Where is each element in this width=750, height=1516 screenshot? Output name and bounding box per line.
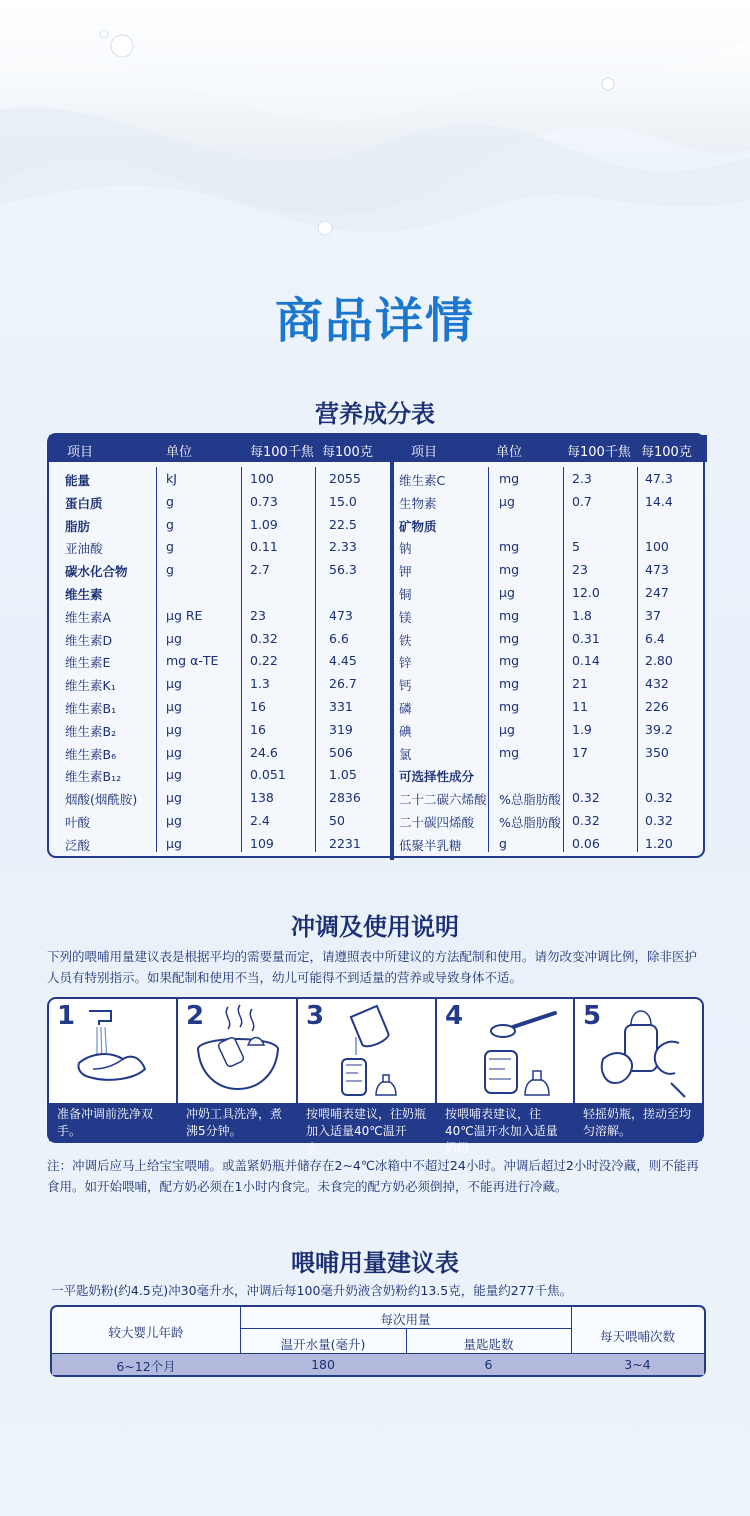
header-unit: 单位 — [166, 445, 193, 460]
nutrient-unit: μg — [166, 767, 182, 783]
value-per-100kj: 12.0 — [572, 585, 600, 600]
nutrient-unit: μg — [166, 630, 182, 646]
step-caption: 轻摇奶瓶，搓动至均匀溶解。 — [575, 1103, 702, 1141]
value-per-100g: 2055 — [329, 471, 361, 486]
step-caption: 准备冲调前洗净双手。 — [49, 1103, 176, 1141]
nutrient-unit: μg — [166, 721, 182, 737]
value-per-100kj: 0.7 — [572, 493, 592, 509]
instructions-note: 注：冲调后应马上给宝宝喂哺。或盖紧奶瓶并储存在2~4℃冰箱中不超过24小时。冲调后超过2小时没冷藏，则不能再食用。如开始喂哺，配方奶必须在1小时内食完。未食完的配方奶必须倒掉，不能再进行冷藏。 — [47, 1158, 699, 1194]
nutrient-name: 烟酸(烟酰胺) — [65, 792, 138, 808]
row-age: 6~12个月 — [116, 1359, 176, 1374]
value-per-100kj: 0.73 — [250, 493, 278, 509]
nutrient-name: 钾 — [399, 564, 412, 580]
value-per-100g: 2.33 — [329, 539, 357, 555]
step-caption: 按喂哺表建议，往奶瓶加入适量40℃温开水。 — [298, 1103, 435, 1141]
nutrient-unit: mg — [499, 676, 520, 692]
value-per-100kj: 0.31 — [572, 630, 600, 646]
feed-row-divider — [52, 1353, 704, 1354]
value-per-100kj: 100 — [250, 471, 274, 486]
column-divider — [241, 467, 242, 852]
milk-splash-banner — [0, 0, 750, 260]
value-per-100g: 226 — [645, 699, 669, 714]
header-per-100kj: 每100千焦 — [250, 445, 314, 460]
nutrient-name: 维生素E — [65, 655, 111, 671]
value-per-100kj: 1.9 — [572, 721, 592, 737]
nutrient-name: 磷 — [399, 701, 412, 716]
value-per-100g: 4.45 — [329, 653, 357, 669]
step-caption: 按喂哺表建议，往40℃温开水加入适量奶粉。 — [437, 1103, 573, 1141]
value-per-100g: 506 — [329, 744, 353, 760]
nutrient-name: 维生素C — [399, 473, 446, 488]
value-per-100kj: 23 — [250, 607, 266, 623]
nutrient-name: 亚油酸 — [65, 541, 103, 557]
nutrient-unit: μg — [499, 585, 515, 600]
value-per-100g: 350 — [645, 744, 669, 760]
nutrient-name: 叶酸 — [65, 815, 91, 830]
step-number: 2 — [186, 1001, 205, 1031]
value-per-100g: 0.32 — [645, 790, 673, 806]
value-per-100g: 473 — [329, 607, 353, 623]
feeding-table — [50, 1305, 706, 1377]
instructions-intro: 下列的喂哺用量建议表是根据平均的需要量而定，请遵照表中所建议的方法配制和使用。请勿改变冲调比例，除非医护人员有特别指示。如果配制和使用不当，幼儿可能得不到适量的营养或导致身体不适。 — [47, 949, 698, 985]
value-per-100kj: 0.22 — [250, 653, 278, 669]
nutrient-unit: mg — [499, 607, 520, 623]
step-5 — [575, 999, 702, 1141]
nutrient-name: 维生素A — [65, 609, 112, 625]
value-per-100kj: 138 — [250, 790, 274, 806]
col-scoops: 量匙匙数 — [463, 1337, 514, 1352]
nutrient-name: 维生素K₁ — [65, 678, 116, 694]
nutrient-name: 二十碳四烯酸 — [399, 815, 475, 830]
nutrient-name: 镁 — [399, 609, 412, 625]
nutrition-title: 营养成分表 — [315, 400, 435, 428]
value-per-100g: 6.4 — [645, 630, 665, 646]
nutrient-name: 维生素B₆ — [65, 746, 117, 762]
nutrient-unit: mg — [499, 562, 520, 578]
nutrient-name: 可选择性成分 — [399, 769, 475, 785]
nutrient-name: 氯 — [399, 746, 412, 762]
feeding-intro: 一平匙奶粉(约4.5克)冲30毫升水，冲调后每100毫升奶液含奶粉约13.5克，能量约277千焦。 — [51, 1283, 573, 1298]
value-per-100g: 1.20 — [645, 835, 673, 851]
value-per-100g: 22.5 — [329, 516, 357, 532]
value-per-100kj: 0.051 — [250, 767, 286, 783]
nutrient-name: 蛋白质 — [65, 495, 103, 511]
nutrient-name: 维生素B₂ — [65, 723, 117, 739]
value-per-100g: 100 — [645, 539, 669, 555]
nutrient-name: 维生素B₁ — [65, 701, 117, 716]
nutrient-name: 碘 — [399, 723, 412, 739]
nutrient-name: 锌 — [399, 655, 412, 671]
nutrient-name: 矿物质 — [399, 518, 437, 534]
nutrient-unit: g — [166, 562, 174, 578]
value-per-100g: 2836 — [329, 790, 361, 806]
nutrient-unit: mg — [499, 471, 520, 486]
step-number: 5 — [583, 1001, 602, 1031]
header-item: 项目 — [67, 445, 94, 460]
value-per-100kj: 0.11 — [250, 539, 278, 555]
col-age: 较大婴儿年龄 — [108, 1325, 184, 1340]
step-4 — [437, 999, 573, 1155]
nutrient-unit: mg — [499, 539, 520, 555]
nutrient-unit: %总脂肪酸 — [499, 815, 561, 830]
value-per-100kj: 2.7 — [250, 562, 270, 578]
value-per-100kj: 1.3 — [250, 676, 270, 692]
value-per-100kj: 1.8 — [572, 607, 592, 623]
value-per-100kj: 17 — [572, 744, 588, 760]
value-per-100g: 319 — [329, 721, 353, 737]
value-per-100kj: 23 — [572, 562, 588, 578]
value-per-100g: 331 — [329, 699, 353, 714]
step-number: 4 — [445, 1001, 464, 1031]
value-per-100kj: 2.3 — [572, 471, 592, 486]
col-per-feed: 每次用量 — [380, 1312, 431, 1327]
nutrient-unit: μg — [166, 744, 182, 760]
nutrient-unit: μg RE — [166, 607, 203, 623]
column-divider — [488, 467, 489, 852]
column-divider — [563, 467, 564, 852]
preparation-steps — [47, 997, 704, 1155]
value-per-100kj: 0.32 — [250, 630, 278, 646]
header-item-right: 项目 — [411, 445, 438, 460]
nutrient-name: 铜 — [399, 587, 412, 602]
value-per-100g: 14.4 — [645, 493, 673, 509]
nutrient-name: 能量 — [65, 473, 91, 488]
nutrient-unit: kJ — [166, 471, 177, 486]
value-per-100g: 26.7 — [329, 676, 357, 692]
step-2 — [178, 999, 296, 1141]
nutrient-name: 泛酸 — [65, 837, 91, 853]
nutrient-unit: μg — [166, 676, 182, 692]
step-number: 1 — [57, 1001, 76, 1031]
nutrient-unit: mg — [499, 630, 520, 646]
nutrient-name: 钠 — [399, 541, 412, 557]
value-per-100g: 2231 — [329, 835, 361, 851]
nutrient-name: 二十二碳六烯酸 — [399, 792, 487, 808]
nutrient-name: 维生素 — [65, 587, 103, 602]
value-per-100kj: 21 — [572, 676, 588, 692]
instructions-title: 冲调及使用说明 — [291, 913, 459, 941]
value-per-100kj: 24.6 — [250, 744, 278, 760]
value-per-100kj: 11 — [572, 699, 588, 714]
nutrient-unit: μg — [499, 721, 515, 737]
value-per-100g: 37 — [645, 607, 661, 623]
nutrient-unit: μg — [166, 813, 182, 828]
value-per-100g: 56.3 — [329, 562, 357, 578]
row-scoops: 6 — [484, 1357, 493, 1372]
step-3 — [298, 999, 435, 1155]
value-per-100kj: 16 — [250, 699, 266, 714]
nutrient-unit: g — [499, 835, 507, 851]
value-per-100kj: 2.4 — [250, 813, 270, 828]
header-unit-right: 单位 — [496, 445, 523, 460]
value-per-100g: 0.32 — [645, 813, 673, 828]
value-per-100g: 50 — [329, 813, 345, 828]
nutrient-unit: mg — [499, 699, 520, 714]
col-water: 温开水量(毫升) — [280, 1337, 366, 1352]
column-divider — [156, 467, 157, 852]
header-per-100kj-right: 每100千焦 — [567, 445, 631, 460]
column-divider — [315, 467, 316, 852]
nutrient-name: 碳水化合物 — [65, 564, 128, 580]
value-per-100kj: 1.09 — [250, 516, 278, 532]
col-times: 每天喂哺次数 — [599, 1329, 675, 1344]
nutrient-name: 脂肪 — [65, 518, 91, 534]
value-per-100kj: 0.06 — [572, 835, 600, 851]
nutrient-name: 维生素D — [65, 632, 113, 648]
page-title: 商品详情 — [274, 293, 475, 349]
header-per-100g-right: 每100克 — [641, 445, 692, 460]
nutrient-unit: %总脂肪酸 — [499, 792, 561, 808]
nutrient-unit: μg — [166, 835, 182, 851]
feed-row-divider — [240, 1328, 571, 1329]
value-per-100g: 15.0 — [329, 493, 357, 509]
value-per-100kj: 0.32 — [572, 790, 600, 806]
feeding-title: 喂哺用量建议表 — [291, 1249, 459, 1277]
nutrient-unit: g — [166, 493, 174, 509]
nutrient-name: 生物素 — [399, 495, 437, 511]
value-per-100g: 247 — [645, 585, 669, 600]
value-per-100kj: 5 — [572, 539, 580, 555]
column-divider — [637, 467, 638, 852]
value-per-100g: 473 — [645, 562, 669, 578]
header-per-100g: 每100克 — [322, 445, 373, 460]
nutrition-table — [47, 433, 705, 858]
value-per-100kj: 0.32 — [572, 813, 600, 828]
step-number: 3 — [306, 1001, 325, 1031]
nutrient-unit: mg — [499, 653, 520, 669]
nutrient-unit: g — [166, 539, 174, 555]
nutrient-unit: g — [166, 516, 174, 532]
nutrient-unit: μg — [166, 699, 182, 714]
nutrient-unit: μg — [499, 493, 515, 509]
nutrient-name: 铁 — [399, 632, 412, 648]
nutrient-name: 钙 — [399, 678, 412, 694]
value-per-100kj: 16 — [250, 721, 266, 737]
nutrient-unit: mg — [499, 744, 520, 760]
value-per-100g: 432 — [645, 676, 669, 692]
step-caption: 冲奶工具洗净，煮沸5分钟。 — [178, 1103, 296, 1141]
value-per-100g: 1.05 — [329, 767, 357, 783]
step-1 — [49, 999, 176, 1141]
value-per-100g: 39.2 — [645, 721, 673, 737]
nutrient-name: 低聚半乳糖 — [399, 837, 462, 853]
nutrition-table-header — [49, 435, 707, 462]
nutrient-unit: mg α-TE — [166, 653, 219, 669]
value-per-100g: 2.80 — [645, 653, 673, 669]
value-per-100kj: 109 — [250, 835, 274, 851]
table-center-divider — [390, 435, 394, 860]
nutrient-unit: μg — [166, 790, 182, 806]
nutrient-name: 维生素B₁₂ — [65, 769, 122, 785]
value-per-100g: 6.6 — [329, 630, 349, 646]
row-water: 180 — [311, 1357, 335, 1372]
row-times: 3~4 — [624, 1357, 651, 1372]
value-per-100g: 47.3 — [645, 471, 673, 486]
value-per-100kj: 0.14 — [572, 653, 600, 669]
